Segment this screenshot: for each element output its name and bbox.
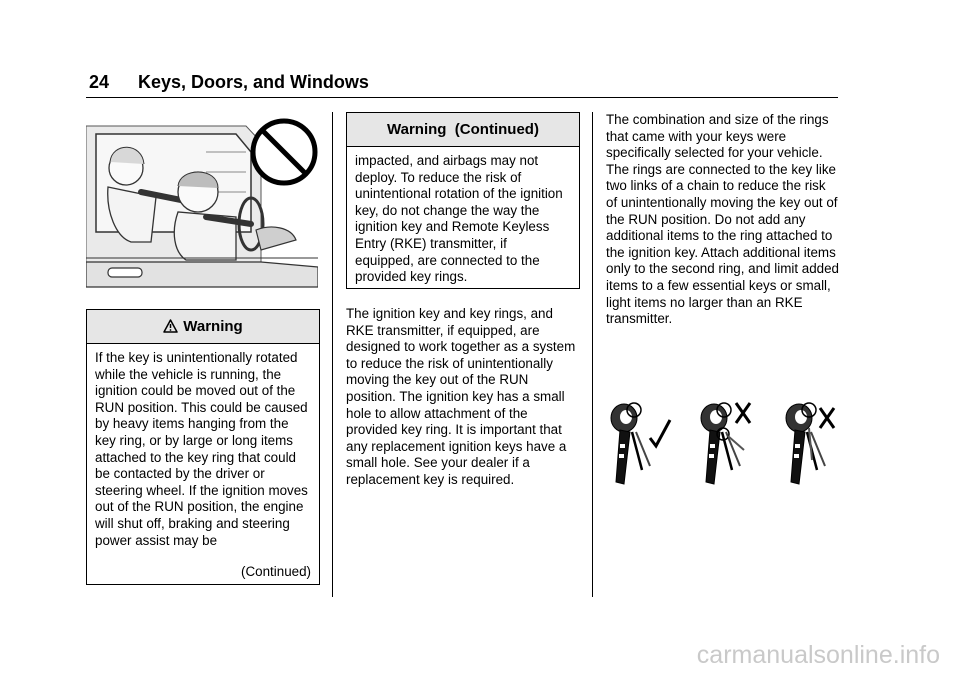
key-set-incorrect-1 — [701, 403, 750, 484]
header-rule — [86, 97, 838, 98]
x-icon — [820, 408, 834, 428]
warning-box-header — [87, 310, 319, 344]
warning-continued-header: Warning (Continued) — [347, 113, 579, 147]
watermark-text: carmanualsonline.info — [696, 641, 940, 669]
column-divider-right — [592, 112, 593, 597]
warning-box — [86, 309, 320, 585]
warning-box-title: Warning — [183, 318, 243, 335]
continued-label: (Continued) — [241, 564, 311, 580]
x-icon — [736, 403, 750, 423]
key-set-incorrect-2 — [786, 403, 834, 484]
child-in-car-illustration — [86, 112, 318, 298]
page-number: 24 — [89, 72, 110, 92]
key-set-correct — [611, 403, 670, 484]
ring-combination-paragraph: The combination and size of the rings that came with your keys were specifically selected for your vehicle. The rings are connected to the key like two links of a chain to reduce the risk of unintentionally moving the key out of the RUN position. Do not add any additional items to the ring attached to the ignition key. Attach additional items only to the second ring, and limit added items to a few essential keys or small, light items no larger than an RKE transmitter. — [606, 112, 839, 327]
warning-continued-box — [346, 112, 580, 289]
warning-box-text: If the key is unintentionally rotated while the vehicle is running, the ignition could be moved out of the RUN position. This could be caused by heavy items hanging from the key ring, or by large or long items attached to the key ring that could be contacted by the driver or steering wheel. If the ignition moves out of the RUN position, the engine will shut off, braking and steering power assist may be — [95, 350, 308, 548]
prohibition-icon — [253, 121, 315, 183]
key-ring-system-paragraph: The ignition key and key rings, and RKE transmitter, if equipped, are designed to work together as a system to reduce the risk of unintentionally moving the key out of the RUN position. The ignition key has a small hole to allow attachment of the provided key ring. It is important that any replacement ignition keys have a small hole. See your dealer if a replacement key is required. — [346, 306, 576, 487]
section-title: Keys, Doors, and Windows — [138, 72, 369, 92]
warning-continued-text: impacted, and airbags may not deploy. To reduce the risk of unintentional rotation of the ignition key, do not change the way the ignition key and Remote Keyless Entry (RKE) transmitter, if equipped, are connected to the provided key rings. — [355, 153, 563, 285]
warning-triangle-icon — [163, 312, 178, 345]
key-ring-illustration — [606, 398, 842, 490]
check-icon — [650, 420, 670, 446]
column-divider-left — [332, 112, 333, 597]
